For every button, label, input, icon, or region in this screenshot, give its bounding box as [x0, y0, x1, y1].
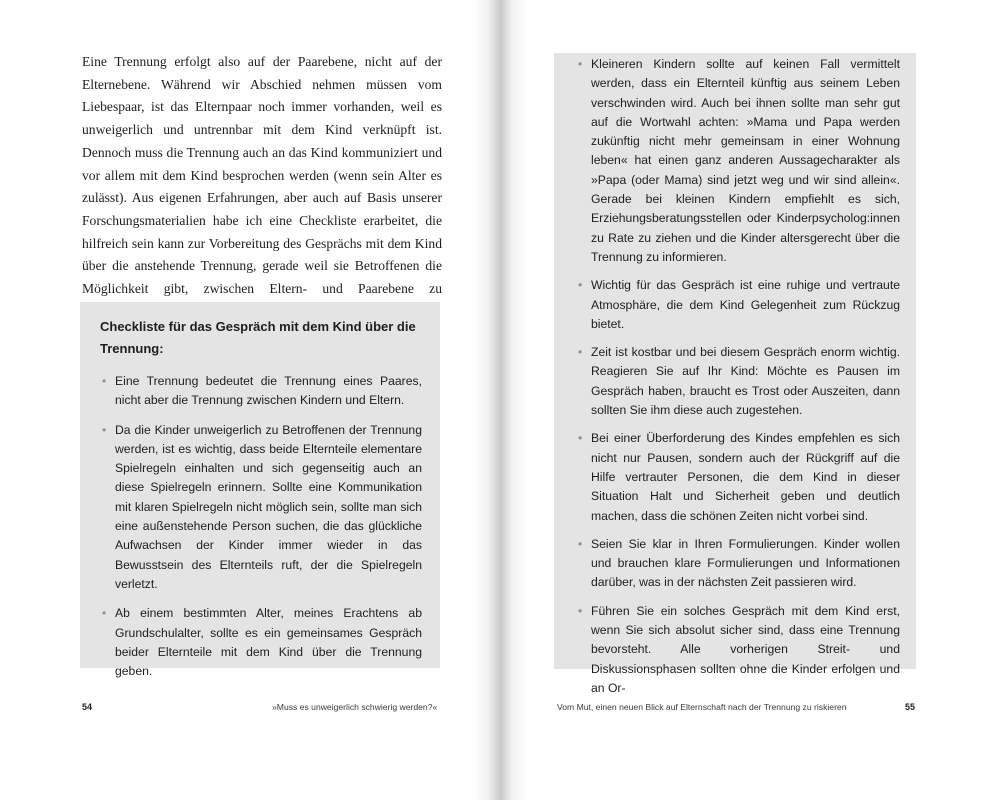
- intro-paragraph: Eine Trennung erfolgt also auf der Paarebene, nicht auf der Elternebene. Während wir Abschied nehmen müssen vom Liebespaar, ist das Elternpaar noch immer vorhanden, weil es unweigerlich und untrennbar mit dem Kind verknüpft ist. Dennoch muss die Trennung auch an das Kind kommuniziert und vor allem mit dem Kind besprochen werden (wenn sein Alter es zulässt). Aus eigenen Erfahrungen, aber auch auf Basis unserer Forschungsmaterialien habe ich eine Checkliste erarbeitet, die hilfreich sein kann zur Vorbereitung des Gesprächs mit dem Kind über die anstehende Trennung, gerade weil sie Betroffenen die Möglichkeit gibt, zwischen Eltern- und Paarebene zu: [82, 54, 442, 297]
- checklist-title: Checkliste für das Gespräch mit dem Kind über die Trennung:: [100, 319, 416, 356]
- bullet-icon: •: [578, 345, 583, 360]
- bullet-icon: •: [102, 374, 107, 388]
- bullet-icon: •: [578, 278, 583, 293]
- checklist-item: • Da die Kinder unweigerlich zu Betroffenen der Trennung werden, ist es wichtig, dass beide Elternteile elementare Spielregeln einhalten und sich gegenseitig auch an diese Spielregeln erinnern. Sollte eine Kommunikation mit klaren Spielregeln nicht möglich sein, sollte man sich eine außenstehende Person suchen, die das glückliche Aufwachsen der Kinder immer wieder in das Bewusstsein des Elternteils ruft, der die Spielregeln verletzt.: [102, 422, 422, 591]
- checklist-right: [576, 55, 900, 698]
- checklist-item: • Wichtig für das Gespräch ist eine ruhige und vertraute Atmosphäre, die dem Kind Gelegenheit zum Rückzug bietet.: [578, 278, 900, 331]
- bullet-icon: •: [578, 431, 583, 446]
- bullet-icon: •: [578, 603, 583, 618]
- checklist-item: • Zeit ist kostbar und bei diesem Gespräch enorm wichtig. Reagieren Sie auf Ihr Kind: Möchte es Pausen im Gespräch haben, braucht es Trost oder Auszeiten, dann sollten Sie ihm diese auch zugestehen.: [578, 345, 900, 418]
- checklist-item: • Kleineren Kindern sollte auf keinen Fall vermittelt werden, dass ein Elternteil künftig aus seinem Leben verschwinden wird. Auch bei ihnen sollte man sehr gut auf die Wortwahl achten: »Mama und Papa werden zukünftig nicht mehr gemeinsam in einer Wohnung leben« hat einen ganz anderen Aussagecharakter als »Papa (oder Mama) sind jetzt weg und wir sind allein«. Gerade bei kleinen Kindern empfiehlt es sich, Erziehungsberatungsstellen oder Kinderpsycholog:innen zu Rate zu ziehen und die Kinder altersgerecht über die Trennung zu informieren.: [578, 57, 900, 264]
- gutter-shadow-left: [474, 0, 500, 800]
- checklist-left: [100, 372, 422, 681]
- checklist-item: • Seien Sie klar in Ihren Formulierungen. Kinder wollen und brauchen klare Formulierungen und Informationen darüber, was in der nächsten Zeit passieren wird.: [578, 536, 900, 590]
- checklist-item: • Ab einem bestimmten Alter, meines Erachtens ab Grundschulalter, sollte es ein gemeinsames Gespräch beider Elternteile mit dem Kind über die Trennung geben.: [102, 606, 422, 679]
- checklist-item: • Führen Sie ein solches Gespräch mit dem Kind erst, wenn Sie sich absolut sicher sind, dass eine Trennung bevorsteht. Alle vorherigen Streit- und Diskussionsphasen sollten ohne die Kinder erfolgen und an Or-: [578, 603, 900, 695]
- checklist-item: • Eine Trennung bedeutet die Trennung eines Paares, nicht aber die Trennung zwischen Kindern und Eltern.: [102, 374, 422, 408]
- bullet-icon: •: [578, 57, 583, 71]
- running-title-left: »Muss es unweigerlich schwierig werden?«: [272, 702, 438, 712]
- checklist-item: • Bei einer Überforderung des Kindes empfehlen es sich nicht nur Pausen, sondern auch der Rückgriff auf die Hilfe vertrauter Personen, die dem Kind in dieser Situation Halt und Sicherheit geben und deutlich machen, dass die schönen Zeiten nicht vorbei sind.: [578, 431, 900, 523]
- page-number-left: 54: [82, 702, 93, 712]
- bullet-icon: •: [578, 536, 583, 551]
- page-number-right: 55: [905, 702, 916, 712]
- checklist-box-right: [554, 53, 916, 695]
- running-title-right: Vom Mut, einen neuen Blick auf Elternschaft nach der Trennung zu riskieren: [557, 702, 847, 712]
- bullet-icon: •: [102, 422, 107, 437]
- bullet-icon: •: [102, 606, 107, 621]
- gutter-shadow-right: [500, 0, 526, 800]
- checklist-box-left: [80, 302, 440, 679]
